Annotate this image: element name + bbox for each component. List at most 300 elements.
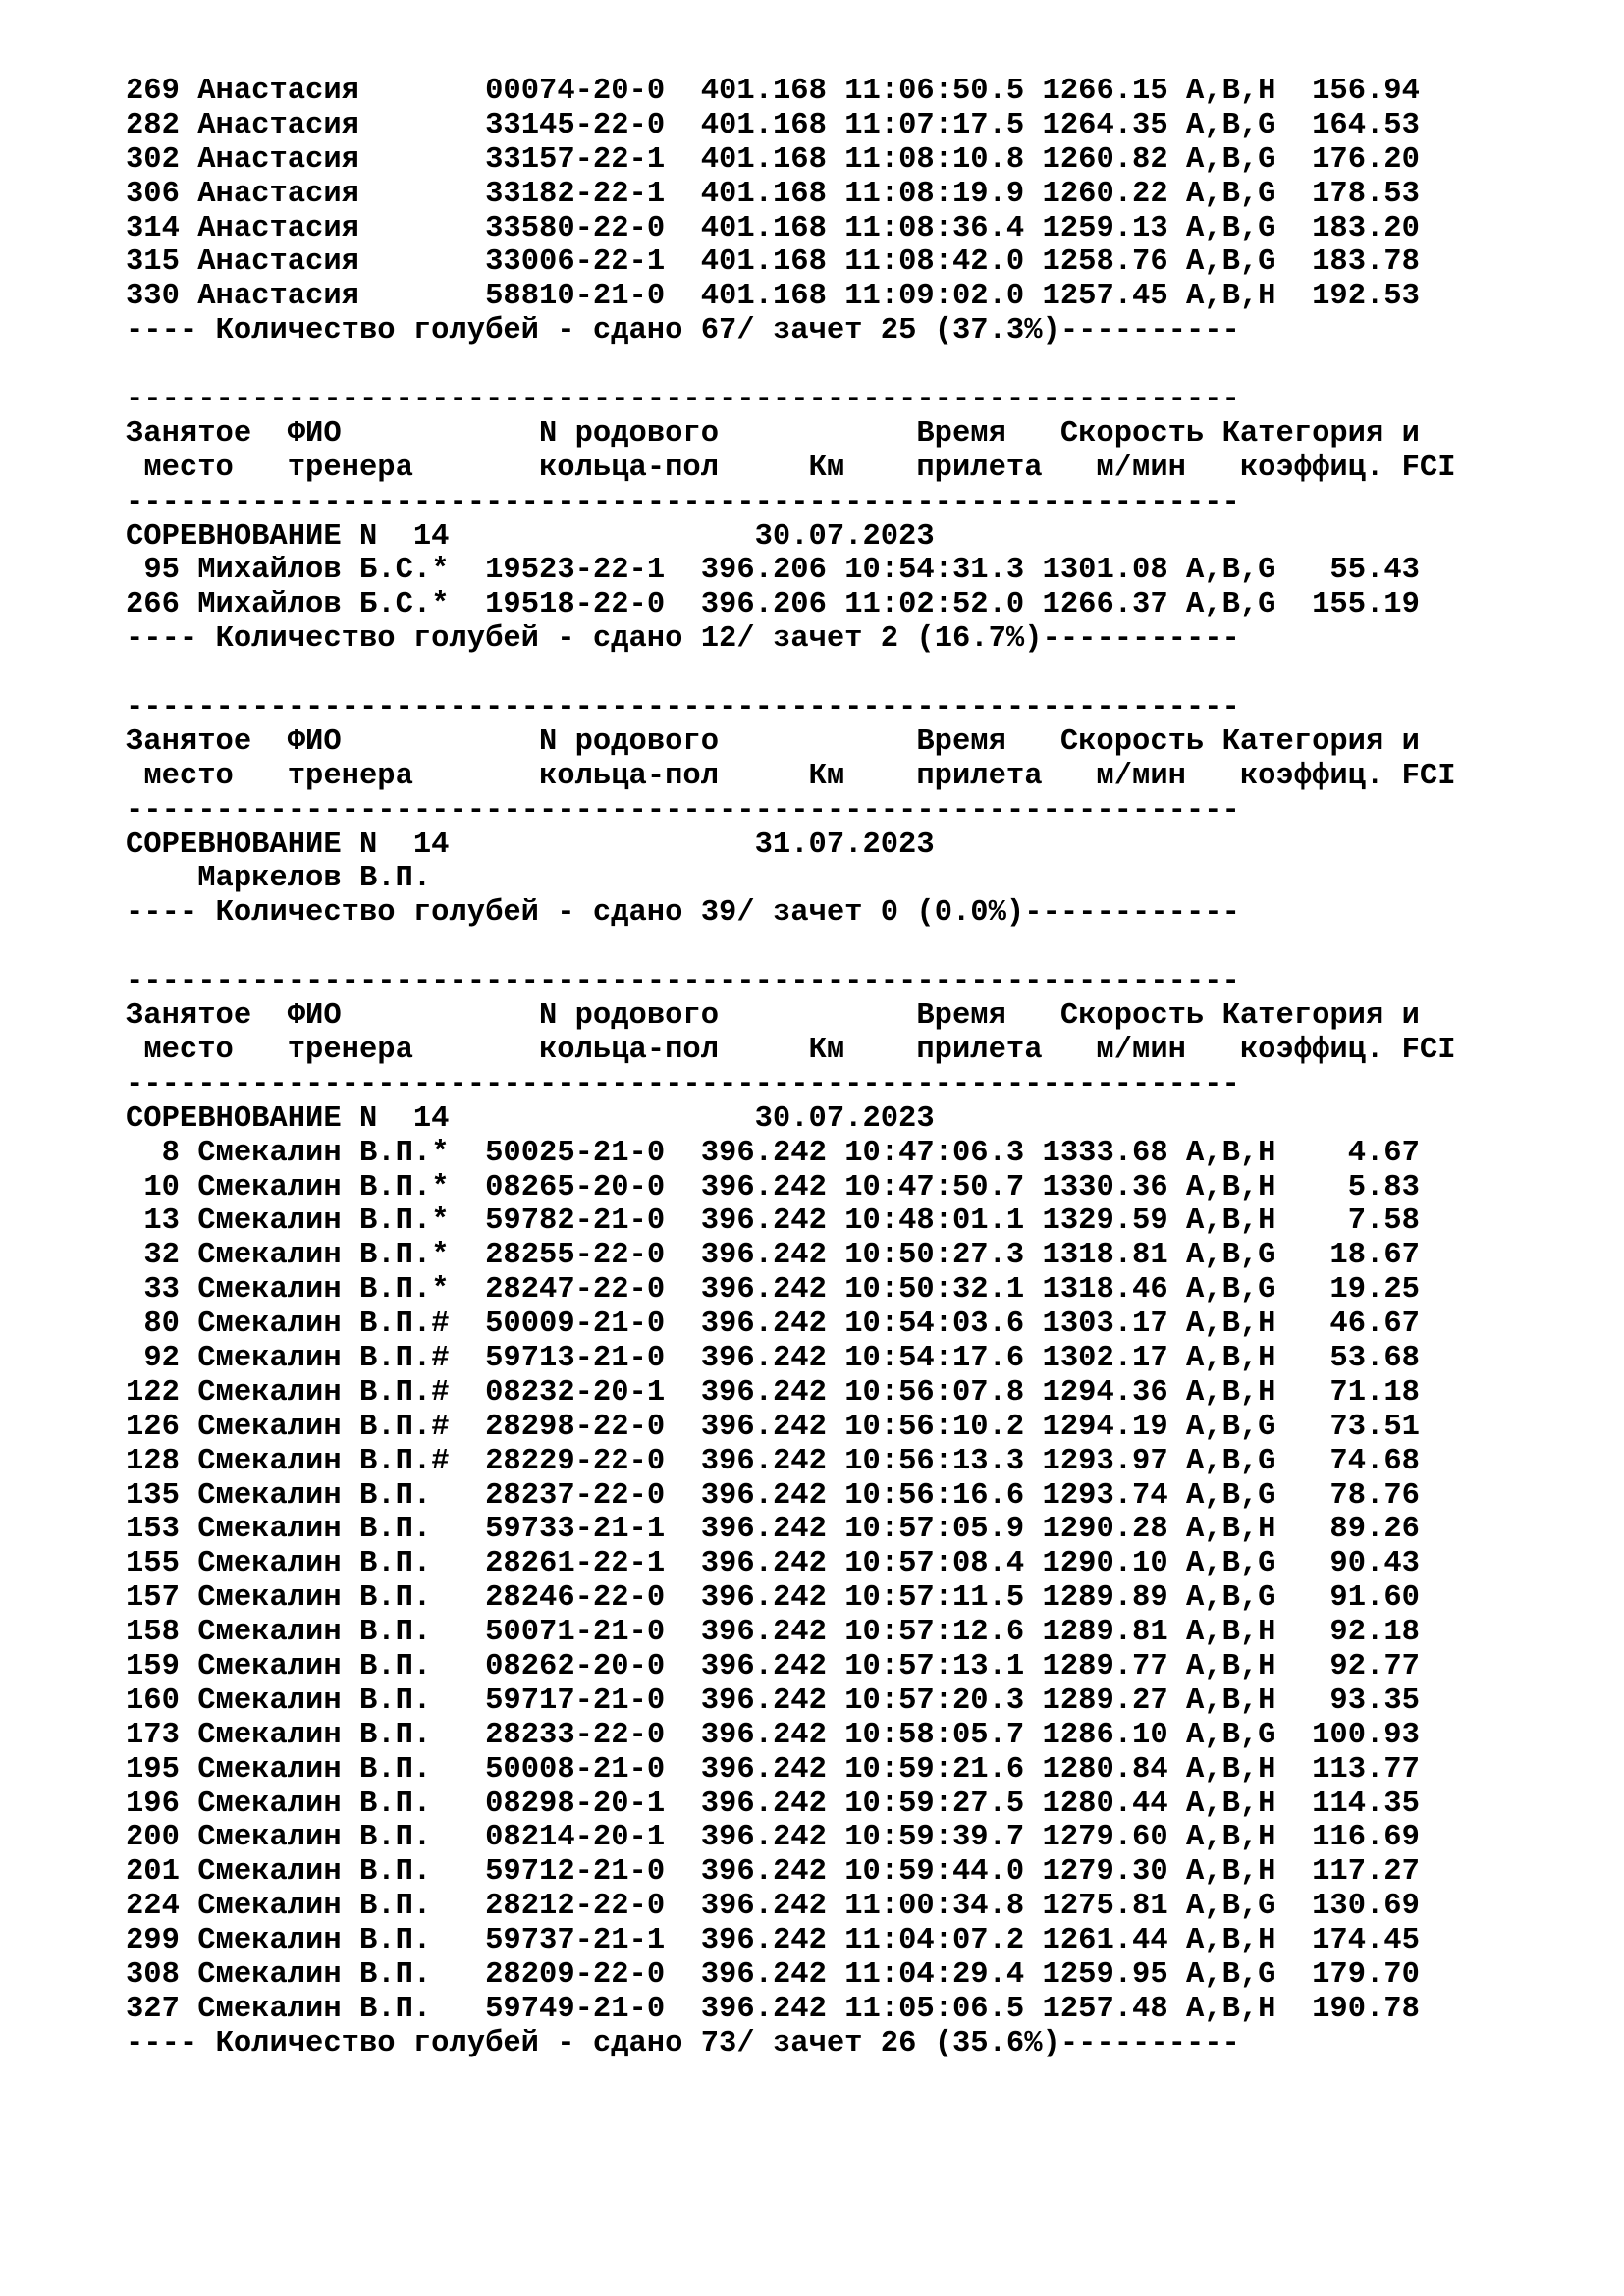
distance-km: 396.242 — [700, 1890, 827, 1924]
distance-km: 401.168 — [700, 177, 827, 211]
ring-number: 33157-22-1 — [485, 142, 666, 177]
category: A,B,G — [1185, 1478, 1276, 1513]
arrival-time: 11:07:17.5 — [844, 108, 1025, 142]
coefficient: 117.27 — [1312, 1855, 1420, 1890]
speed: 1264.35 — [1042, 108, 1168, 142]
header-km: Км — [808, 759, 845, 793]
distance-km: 396.242 — [700, 1855, 827, 1890]
category: A,B,G — [1185, 108, 1276, 142]
distance-km: 396.242 — [700, 1752, 827, 1787]
speed: 1266.37 — [1042, 588, 1168, 622]
separator-line: -------------------------------------------------------------- — [126, 965, 1240, 999]
distance-km: 396.242 — [700, 1341, 827, 1375]
ring-number: 28233-22-0 — [485, 1718, 666, 1752]
ring-number: 59737-21-1 — [485, 1924, 666, 1958]
coefficient: 113.77 — [1312, 1752, 1420, 1787]
result-row — [126, 143, 1456, 178]
speed: 1303.17 — [1042, 1308, 1168, 1342]
header-ring-2: кольца-пол — [539, 759, 720, 793]
speed: 1259.13 — [1042, 211, 1168, 245]
category: A,B,H — [1185, 1308, 1276, 1342]
ring-number: 33580-22-0 — [485, 211, 666, 245]
result-row — [126, 1581, 1456, 1616]
place: 173 — [126, 1718, 180, 1752]
ring-number: 59717-21-0 — [485, 1683, 666, 1718]
category: A,B,H — [1185, 75, 1276, 108]
coefficient: 4.67 — [1347, 1136, 1420, 1170]
counted-count: 25 — [880, 314, 917, 348]
separator-line: -------------------------------------------------------------- — [126, 383, 1240, 417]
trainer-name: Михайлов Б.С. — [197, 554, 432, 588]
header-name: ФИО — [287, 416, 342, 451]
coefficient: 130.69 — [1312, 1890, 1420, 1924]
distance-km: 396.242 — [700, 1957, 827, 1992]
coefficient: 183.20 — [1312, 211, 1420, 245]
ring-number: 28298-22-0 — [485, 1410, 666, 1444]
competition-row — [126, 520, 1456, 555]
mark: * — [431, 1273, 450, 1308]
speed: 1286.10 — [1042, 1718, 1168, 1752]
place: 135 — [126, 1478, 180, 1513]
result-row — [126, 1924, 1456, 1958]
speed: 1294.36 — [1042, 1375, 1168, 1410]
ring-number: 33145-22-0 — [485, 108, 666, 142]
coefficient: 156.94 — [1312, 75, 1420, 108]
category: A,B,H — [1185, 1375, 1276, 1410]
competition-row — [126, 828, 1456, 863]
category: A,B,H — [1185, 1616, 1276, 1650]
place: 269 — [126, 75, 180, 108]
arrival-time: 10:59:44.0 — [844, 1855, 1025, 1890]
mark: * — [431, 1170, 450, 1204]
header-speed-2: м/мин — [1096, 451, 1186, 485]
arrival-time: 10:58:05.7 — [844, 1718, 1025, 1752]
place: 126 — [126, 1410, 180, 1444]
ring-number: 50009-21-0 — [485, 1308, 666, 1342]
result-row — [126, 1958, 1456, 1993]
arrival-time: 11:08:36.4 — [844, 211, 1025, 245]
header-time: Время — [916, 999, 1006, 1034]
mark — [431, 1513, 449, 1546]
column-header-row-2 — [126, 760, 1456, 794]
category: A,B,G — [1185, 211, 1276, 245]
category: A,B,G — [1185, 245, 1276, 280]
ring-number: 08265-20-0 — [485, 1170, 666, 1204]
header-ring: N родового — [539, 999, 720, 1034]
arrival-time: 10:57:08.4 — [844, 1547, 1025, 1581]
category: A,B,H — [1185, 1136, 1276, 1170]
coefficient: 74.68 — [1329, 1444, 1420, 1478]
arrival-time: 11:04:29.4 — [844, 1957, 1025, 1992]
ring-number: 08298-20-1 — [485, 1787, 666, 1821]
category: A,B,H — [1185, 1649, 1276, 1683]
blank-line — [126, 657, 1456, 691]
place: 32 — [143, 1239, 180, 1273]
counted-count: 2 — [880, 622, 899, 657]
given-count: 67 — [700, 314, 737, 348]
place: 266 — [126, 588, 180, 622]
result-row — [126, 1411, 1456, 1445]
coefficient: 192.53 — [1312, 280, 1420, 314]
place: 33 — [143, 1273, 180, 1308]
arrival-time: 10:50:32.1 — [844, 1273, 1025, 1308]
header-ring-2: кольца-пол — [539, 1033, 720, 1067]
place: 10 — [143, 1170, 180, 1204]
counted-label: зачет — [772, 896, 863, 931]
results-report — [126, 75, 1456, 2061]
distance-km: 396.242 — [700, 1204, 827, 1239]
arrival-time: 10:57:13.1 — [844, 1649, 1025, 1683]
result-row — [126, 1171, 1456, 1205]
ring-number: 08232-20-1 — [485, 1375, 666, 1410]
distance-km: 396.242 — [700, 1375, 827, 1410]
speed: 1260.82 — [1042, 142, 1168, 177]
mark: * — [431, 554, 450, 588]
coefficient: 19.25 — [1329, 1273, 1420, 1308]
category: A,B,G — [1185, 1890, 1276, 1924]
header-place: Занятое — [126, 416, 252, 451]
category: A,B,H — [1185, 1855, 1276, 1890]
distance-km: 401.168 — [700, 245, 827, 280]
mark — [431, 1855, 449, 1889]
header-time-2: прилета — [916, 1033, 1043, 1067]
header-fci: FCI — [1401, 1033, 1456, 1067]
trainer-name: Смекалин В.П. — [197, 1683, 432, 1718]
ring-number: 28255-22-0 — [485, 1239, 666, 1273]
speed: 1289.77 — [1042, 1649, 1168, 1683]
arrival-time: 10:54:03.6 — [844, 1308, 1025, 1342]
coefficient: 116.69 — [1312, 1821, 1420, 1855]
coefficient: 89.26 — [1329, 1513, 1420, 1547]
trainer-name: Смекалин В.П. — [197, 1341, 432, 1375]
header-time-2: прилета — [916, 759, 1043, 793]
ring-number: 33182-22-1 — [485, 177, 666, 211]
distance-km: 396.242 — [700, 1821, 827, 1855]
trainer-name: Смекалин В.П. — [197, 1204, 432, 1239]
category: A,B,H — [1185, 1683, 1276, 1718]
category: A,B,H — [1185, 1170, 1276, 1204]
blank-line — [126, 348, 1456, 383]
result-row — [126, 1753, 1456, 1788]
distance-km: 396.242 — [700, 1308, 827, 1342]
distance-km: 396.242 — [700, 1478, 827, 1513]
place: 299 — [126, 1924, 180, 1958]
category: A,B,H — [1185, 1821, 1276, 1855]
arrival-time: 10:50:27.3 — [844, 1239, 1025, 1273]
given-count: 39 — [700, 896, 737, 931]
trainer-name: Анастасия — [197, 177, 359, 211]
place: 160 — [126, 1683, 180, 1718]
ring-number: 59712-21-0 — [485, 1855, 666, 1890]
summary-row: ---- Количество голубей - сдано 67/ зачет 25 (37.3%)---------- — [126, 314, 1240, 348]
trainer-name: Смекалин В.П. — [197, 1375, 432, 1410]
distance-km: 396.242 — [700, 1547, 827, 1581]
ring-number: 28246-22-0 — [485, 1581, 666, 1616]
counted-label: зачет — [772, 2026, 863, 2060]
result-row — [126, 588, 1456, 622]
column-header-row-2 — [126, 1034, 1456, 1068]
mark — [431, 1719, 449, 1752]
distance-km: 396.242 — [700, 1924, 827, 1958]
coefficient: 100.93 — [1312, 1718, 1420, 1752]
place: 8 — [161, 1136, 180, 1170]
mark — [431, 212, 449, 245]
mark — [431, 1821, 449, 1854]
speed: 1289.27 — [1042, 1683, 1168, 1718]
trainer-name: Смекалин В.П. — [197, 1170, 432, 1204]
place: 302 — [126, 142, 180, 177]
ring-number: 28247-22-0 — [485, 1273, 666, 1308]
place: 224 — [126, 1890, 180, 1924]
separator-line: -------------------------------------------------------------- — [126, 793, 1240, 828]
ring-number: 59749-21-0 — [485, 1992, 666, 2026]
separator-line: -------------------------------------------------------------- — [126, 1067, 1240, 1101]
header-ring-2: кольца-пол — [539, 451, 720, 485]
result-row — [126, 1547, 1456, 1581]
counted-percent: 16.7% — [934, 622, 1025, 657]
header-fci: FCI — [1401, 759, 1456, 793]
coefficient: 92.18 — [1329, 1616, 1420, 1650]
speed: 1289.81 — [1042, 1616, 1168, 1650]
result-row — [126, 1342, 1456, 1376]
mark: * — [431, 588, 450, 622]
coefficient: 183.78 — [1312, 245, 1420, 280]
trainer-name: Анастасия — [197, 108, 359, 142]
header-place-2: место — [143, 759, 234, 793]
header-speed: Скорость — [1059, 724, 1205, 759]
coefficient: 5.83 — [1347, 1170, 1420, 1204]
header-place: Занятое — [126, 999, 252, 1034]
ring-number: 59713-21-0 — [485, 1341, 666, 1375]
coefficient: 71.18 — [1329, 1375, 1420, 1410]
result-row — [126, 1993, 1456, 2027]
header-name: ФИО — [287, 999, 342, 1034]
trainer-name: Анастасия — [197, 280, 359, 314]
arrival-time: 10:56:13.3 — [844, 1444, 1025, 1478]
distance-km: 396.206 — [700, 554, 827, 588]
result-row — [126, 1684, 1456, 1719]
trainer-name: Анастасия — [197, 75, 359, 108]
owner-name: Маркелов В.П. — [197, 862, 432, 896]
distance-km: 396.242 — [700, 1787, 827, 1821]
ring-number: 59733-21-1 — [485, 1513, 666, 1547]
distance-km: 396.242 — [700, 1410, 827, 1444]
header-category: Категория и — [1221, 416, 1420, 451]
result-row — [126, 109, 1456, 143]
owner-row — [126, 862, 1456, 896]
result-row — [126, 1890, 1456, 1924]
place: 315 — [126, 245, 180, 280]
mark — [431, 1993, 449, 2026]
header-name: ФИО — [287, 724, 342, 759]
result-row — [126, 1204, 1456, 1239]
category: A,B,H — [1185, 1341, 1276, 1375]
speed: 1260.22 — [1042, 177, 1168, 211]
result-row — [126, 1376, 1456, 1411]
header-speed-2: м/мин — [1096, 759, 1186, 793]
place: 13 — [143, 1204, 180, 1239]
header-place-2: место — [143, 1033, 234, 1067]
competition-label: СОРЕВНОВАНИЕ N — [126, 828, 378, 862]
header-coef: коэффиц. — [1239, 451, 1384, 485]
trainer-name: Смекалин В.П. — [197, 1513, 432, 1547]
arrival-time: 11:09:02.0 — [844, 280, 1025, 314]
mark: * — [431, 1136, 450, 1170]
place: 159 — [126, 1649, 180, 1683]
header-time: Время — [916, 416, 1006, 451]
competition-number: 14 — [412, 519, 450, 554]
coefficient: 78.76 — [1329, 1478, 1420, 1513]
summary-label: Количество голубей - сдано — [215, 622, 683, 657]
place: 195 — [126, 1752, 180, 1787]
header-km: Км — [808, 451, 845, 485]
arrival-time: 11:02:52.0 — [844, 588, 1025, 622]
speed: 1318.81 — [1042, 1239, 1168, 1273]
speed: 1290.28 — [1042, 1513, 1168, 1547]
ring-number: 28229-22-0 — [485, 1444, 666, 1478]
mark: * — [431, 1204, 450, 1239]
mark — [431, 1479, 449, 1513]
competition-row — [126, 1102, 1456, 1137]
competition-date: 31.07.2023 — [754, 828, 935, 862]
mark: # — [431, 1341, 450, 1375]
column-header-row-1 — [126, 725, 1456, 760]
place: 157 — [126, 1581, 180, 1616]
arrival-time: 10:57:11.5 — [844, 1581, 1025, 1616]
distance-km: 396.242 — [700, 1170, 827, 1204]
distance-km: 396.242 — [700, 1581, 827, 1616]
blank-line — [126, 931, 1456, 965]
given-count: 12 — [700, 622, 737, 657]
header-speed-2: м/мин — [1096, 1033, 1186, 1067]
header-speed: Скорость — [1059, 999, 1205, 1034]
competition-date: 30.07.2023 — [754, 1101, 935, 1136]
trainer-name: Смекалин В.П. — [197, 1992, 432, 2026]
competition-label: СОРЕВНОВАНИЕ N — [126, 519, 378, 554]
trainer-name: Смекалин В.П. — [197, 1649, 432, 1683]
coefficient: 174.45 — [1312, 1924, 1420, 1958]
counted-count: 26 — [880, 2026, 917, 2060]
distance-km: 401.168 — [700, 211, 827, 245]
speed: 1275.81 — [1042, 1890, 1168, 1924]
coefficient: 179.70 — [1312, 1957, 1420, 1992]
trainer-name: Анастасия — [197, 142, 359, 177]
counted-percent: 35.6% — [952, 2026, 1043, 2060]
coefficient: 53.68 — [1329, 1341, 1420, 1375]
distance-km: 396.242 — [700, 1616, 827, 1650]
coefficient: 91.60 — [1329, 1581, 1420, 1616]
trainer-name: Смекалин В.П. — [197, 1444, 432, 1478]
arrival-time: 10:59:39.7 — [844, 1821, 1025, 1855]
speed: 1330.36 — [1042, 1170, 1168, 1204]
result-row — [126, 1273, 1456, 1308]
header-coef: коэффиц. — [1239, 1033, 1384, 1067]
category: A,B,H — [1185, 1752, 1276, 1787]
speed: 1301.08 — [1042, 554, 1168, 588]
mark — [431, 1616, 449, 1649]
category: A,B,H — [1185, 1513, 1276, 1547]
result-row — [126, 1650, 1456, 1684]
mark — [431, 245, 449, 279]
result-row — [126, 1616, 1456, 1650]
mark — [431, 1890, 449, 1923]
speed: 1280.84 — [1042, 1752, 1168, 1787]
result-row — [126, 1513, 1456, 1547]
place: 306 — [126, 177, 180, 211]
speed: 1318.46 — [1042, 1273, 1168, 1308]
trainer-name: Смекалин В.П. — [197, 1136, 432, 1170]
speed: 1293.74 — [1042, 1478, 1168, 1513]
summary-row: ---- Количество голубей - сдано 73/ зачет 26 (35.6%)---------- — [126, 2026, 1240, 2060]
summary-row: ---- Количество голубей - сдано 39/ зачет 0 (0.0%)------------ — [126, 896, 1240, 931]
speed: 1329.59 — [1042, 1204, 1168, 1239]
ring-number: 00074-20-0 — [485, 75, 666, 108]
result-row — [126, 1788, 1456, 1822]
ring-number: 08262-20-0 — [485, 1649, 666, 1683]
coefficient: 93.35 — [1329, 1683, 1420, 1718]
arrival-time: 10:56:16.6 — [844, 1478, 1025, 1513]
column-header-row-2 — [126, 452, 1456, 486]
result-row — [126, 1239, 1456, 1273]
ring-number: 33006-22-1 — [485, 245, 666, 280]
place: 282 — [126, 108, 180, 142]
column-header-row-1 — [126, 417, 1456, 452]
trainer-name: Смекалин В.П. — [197, 1410, 432, 1444]
arrival-time: 11:05:06.5 — [844, 1992, 1025, 2026]
competition-date: 30.07.2023 — [754, 519, 935, 554]
result-row — [126, 1308, 1456, 1342]
place: 92 — [143, 1341, 180, 1375]
ring-number: 08214-20-1 — [485, 1821, 666, 1855]
ring-number: 19523-22-1 — [485, 554, 666, 588]
coefficient: 7.58 — [1347, 1204, 1420, 1239]
result-row — [126, 280, 1456, 314]
trainer-name: Михайлов Б.С. — [197, 588, 432, 622]
header-speed: Скорость — [1059, 416, 1205, 451]
coefficient: 55.43 — [1329, 554, 1420, 588]
trainer-name: Смекалин В.П. — [197, 1855, 432, 1890]
header-place-2: место — [143, 451, 234, 485]
trainer-name: Анастасия — [197, 211, 359, 245]
arrival-time: 10:54:31.3 — [844, 554, 1025, 588]
separator-line: -------------------------------------------------------------- — [126, 485, 1240, 519]
distance-km: 396.242 — [700, 1444, 827, 1478]
column-header-row-1 — [126, 999, 1456, 1034]
competition-label: СОРЕВНОВАНИЕ N — [126, 1101, 378, 1136]
trainer-name: Смекалин В.П. — [197, 1752, 432, 1787]
place: 196 — [126, 1787, 180, 1821]
place: 128 — [126, 1444, 180, 1478]
coefficient: 176.20 — [1312, 142, 1420, 177]
distance-km: 396.242 — [700, 1239, 827, 1273]
speed: 1261.44 — [1042, 1924, 1168, 1958]
arrival-time: 10:48:01.1 — [844, 1204, 1025, 1239]
ring-number: 28237-22-0 — [485, 1478, 666, 1513]
arrival-time: 10:47:06.3 — [844, 1136, 1025, 1170]
ring-number: 28212-22-0 — [485, 1890, 666, 1924]
arrival-time: 10:54:17.6 — [844, 1341, 1025, 1375]
category: A,B,G — [1185, 1957, 1276, 1992]
trainer-name: Смекалин В.П. — [197, 1239, 432, 1273]
arrival-time: 10:47:50.7 — [844, 1170, 1025, 1204]
distance-km: 396.242 — [700, 1718, 827, 1752]
header-ring: N родового — [539, 724, 720, 759]
mark — [431, 75, 449, 108]
header-category: Категория и — [1221, 999, 1420, 1034]
category: A,B,G — [1185, 1547, 1276, 1581]
ring-number: 59782-21-0 — [485, 1204, 666, 1239]
arrival-time: 10:57:05.9 — [844, 1513, 1025, 1547]
